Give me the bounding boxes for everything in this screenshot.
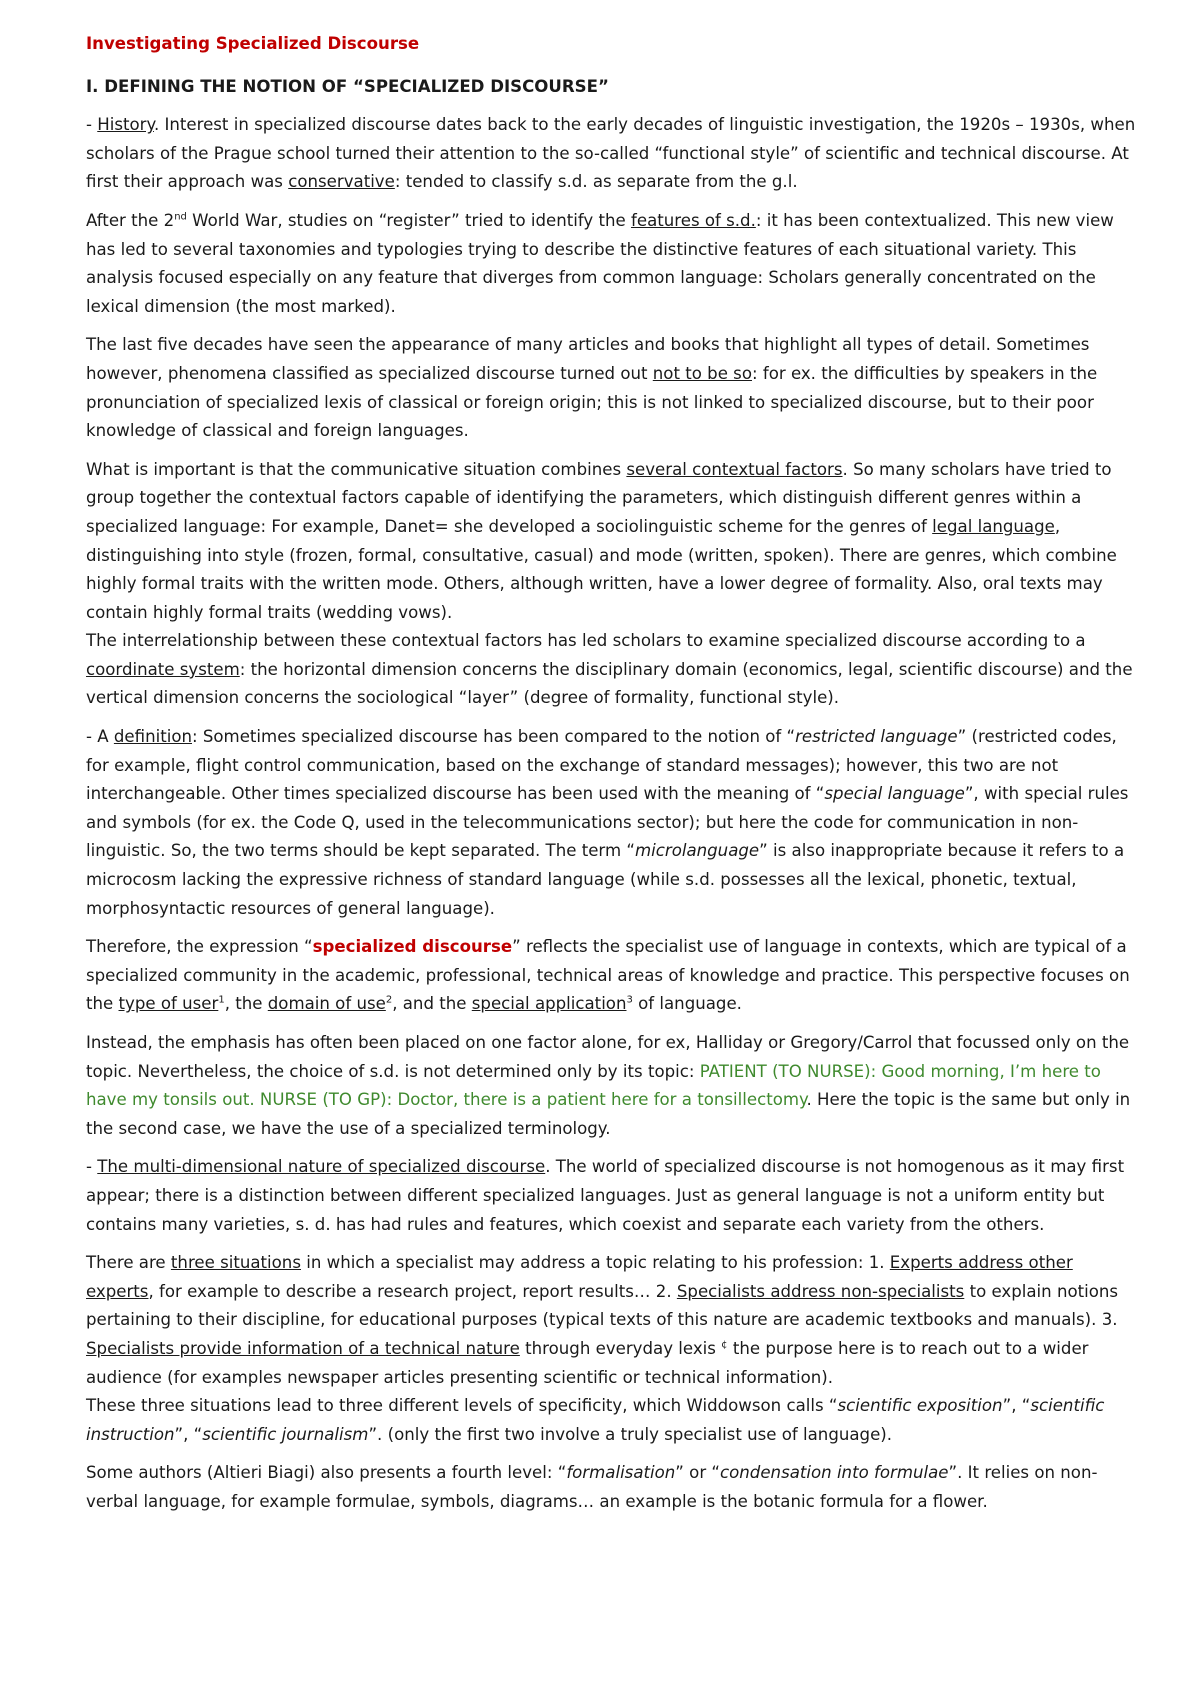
not-so-term: not to be so [652, 363, 752, 383]
specialized-discourse-term: specialized discourse [312, 937, 513, 957]
paragraph-topic: Instead, the emphasis has often been placed on one factor alone, for ex, Halliday or Gregory/Carrol that focussed only on the topic. Nevertheless, the choice of s.d. is not determined only by its topic: PATIENT (TO NURSE): Good morning, I’m here to have my tonsils out. NURSE (TO GP): Doctor, there is a patient here for a tonsillectomy. Here the topic is the same but only in the second case, we have the use of a specialized terminology. [86, 1033, 1131, 1138]
formalisation-term: formalisation [566, 1463, 676, 1483]
coordinate-system-term: coordinate system [86, 659, 240, 679]
paragraph-last-decades: The last five decades have seen the appearance of many articles and books that highlight all types of detail. Sometimes however, phenomena classified as specialized discourse turned out not to be so: for ex. the difficulties by speakers in the pronunciation of specialized lexis of classical or foreign origin; this is not linked to specialized discourse, but to their poor knowledge of classical and foreign languages. [86, 335, 1098, 441]
special-application-term: special application [471, 994, 627, 1014]
microlanguage-term: microlanguage [634, 841, 760, 861]
scientific-instruction-term: scientific instruction [86, 1396, 1105, 1444]
paragraph-history: - History. Interest in specialized discourse dates back to the early decades of linguistic investigation, the 1920s – 1930s, when scholars of the Prague school turned their attention to the so-called “functional style” of scientific and technical discourse. At first their approach was conservative: tended to classify s.d. as separate from the g.l. [86, 115, 1136, 192]
experts-term: Experts address other experts [86, 1253, 1073, 1301]
footnote-mark-2: 2 [385, 994, 393, 1006]
scientific-journalism-term: scientific journalism [202, 1424, 369, 1444]
footnote-mark-3: 3 [626, 994, 633, 1006]
three-situations-term: three situations [170, 1253, 301, 1273]
type-of-user-term: type of user [118, 994, 219, 1014]
section-heading: I. DEFINING THE NOTION OF “SPECIALIZED DISCOURSE” [86, 76, 609, 96]
technical-information-term: Specialists provide information of a technical nature [86, 1338, 520, 1358]
symbol-mark: ¢ [721, 1339, 728, 1351]
conservative-term: conservative [288, 172, 395, 192]
definition-term: definition [113, 727, 192, 747]
features-term: features of s.d. [631, 210, 756, 230]
document-page [86, 26, 1136, 1527]
multidimensional-term: The multi-dimensional nature of specialized discourse [97, 1157, 546, 1177]
document-title: Investigating Specialized Discourse [86, 34, 420, 53]
legal-language-term: legal language [932, 516, 1055, 536]
restricted-language-term: restricted language [795, 727, 958, 747]
paragraph-three-situations: There are three situations in which a specialist may address a topic relating to his profession: 1. Experts address other experts, for example to describe a research project, report results… 2. Specialists address non-specialists to explain notions pertaining to their discipline, for educational purposes (typical texts of this nature are academic textbooks and manuals). 3. Specialists provide information of a technical nature through everyday lexis ¢ the purpose here is to reach out to a wider audience (for examples newspaper articles presenting scientific or technical information). [86, 1253, 1119, 1387]
history-term: History [97, 115, 154, 135]
special-language-term: special language [824, 784, 965, 804]
paragraph-expression: Therefore, the expression “specialized discourse” reflects the specialist use of language in contexts, which are typical of a specialized community in the academic, professional, technical areas of knowledge and practice. This perspective focuses on the type of user$^1$, the domain of use$^2$, and the special application$^3$ of language. [86, 937, 1130, 1014]
contextual-factors-term: several contextual factors [626, 459, 843, 479]
paragraph-widdowson: These three situations lead to three different levels of specificity, which Widdowson calls “scientific exposition”, “scientific instruction”, “scientific journalism”. (only the first two involve a truly specialist use of language). [86, 1396, 1105, 1444]
paragraph-multidimensional: - The multi-dimensional nature of specialized discourse. The world of specialized discourse is not homogenous as it may first appear; there is a distinction between different specialized languages. Just as general language is not a uniform entity but contains many varieties, s. d. has had rules and features, which coexist and separate each variety from the others. [86, 1157, 1125, 1234]
paragraph-contextual-factors: What is important is that the communicative situation combines several contextual factors. So many scholars have tried to group together the contextual factors capable of identifying the parameters, which distinguish different genres within a specialized language: For example, Danet= she developed a sociolinguistic scheme for the genres of legal language, distinguishing into style (frozen, formal, consultative, casual) and mode (written, spoken). There are genres, which combine highly formal traits with the written mode. Others, although written, have a lower degree of formality. Also, oral texts may contain highly formal traits (wedding vows). [86, 459, 1117, 622]
condensation-term: condensation into formulae [720, 1463, 949, 1483]
paragraph-definition: - A definition: Sometimes specialized discourse has been compared to the notion of “restricted language” (restricted codes, for example, flight control communication, based on the exchange of standard messages); however, this two are not interchangeable. Other times specialized discourse has been used with the meaning of “special language”, with special rules and symbols (for ex. the Code Q, used in the telecommunications sector); but here the code for communication in non-linguistic. So, the two terms should be kept separated. The term “microlanguage” is also inappropriate because it refers to a microcosm lacking the expressive richness of standard language (while s.d. possesses all the lexical, phonetic, textual, morphosyntactic resources of general language). [86, 727, 1129, 918]
non-specialists-term: Specialists address non-specialists [676, 1281, 965, 1301]
footnote-mark-1: 1 [218, 994, 225, 1006]
paragraph-coordinate-system: The interrelationship between these contextual factors has led scholars to examine specialized discourse according to a coordinate system: the horizontal dimension concerns the disciplinary domain (economics, legal, scientific discourse) and the vertical dimension concerns the sociological “layer” (degree of formality, functional style). [86, 631, 1133, 708]
paragraph-fourth-level: Some authors (Altieri Biagi) also presents a fourth level: “formalisation” or “condensation into formulae”. It relies on non-verbal language, for example formulae, symbols, diagrams… an example is the botanic formula for a flower. [86, 1463, 1098, 1511]
domain-of-use-term: domain of use [267, 994, 386, 1014]
scientific-exposition-term: scientific exposition [837, 1396, 1003, 1416]
paragraph-register: After the 2nd World War, studies on “register” tried to identify the features of s.d.: it has been contextualized. This new view has led to several taxonomies and typologies trying to describe the distinctive features of each situational variety. This analysis focused especially on any feature that diverges from common language: Scholars generally concentrated on the lexical dimension (the most marked). [86, 210, 1114, 316]
dialogue-example: PATIENT (TO NURSE): Good morning, I’m here to have my tonsils out. NURSE (TO GP): Doctor, there is a patient here for a tonsillectomy [86, 1061, 1101, 1110]
ordinal-superscript: nd [174, 211, 187, 223]
